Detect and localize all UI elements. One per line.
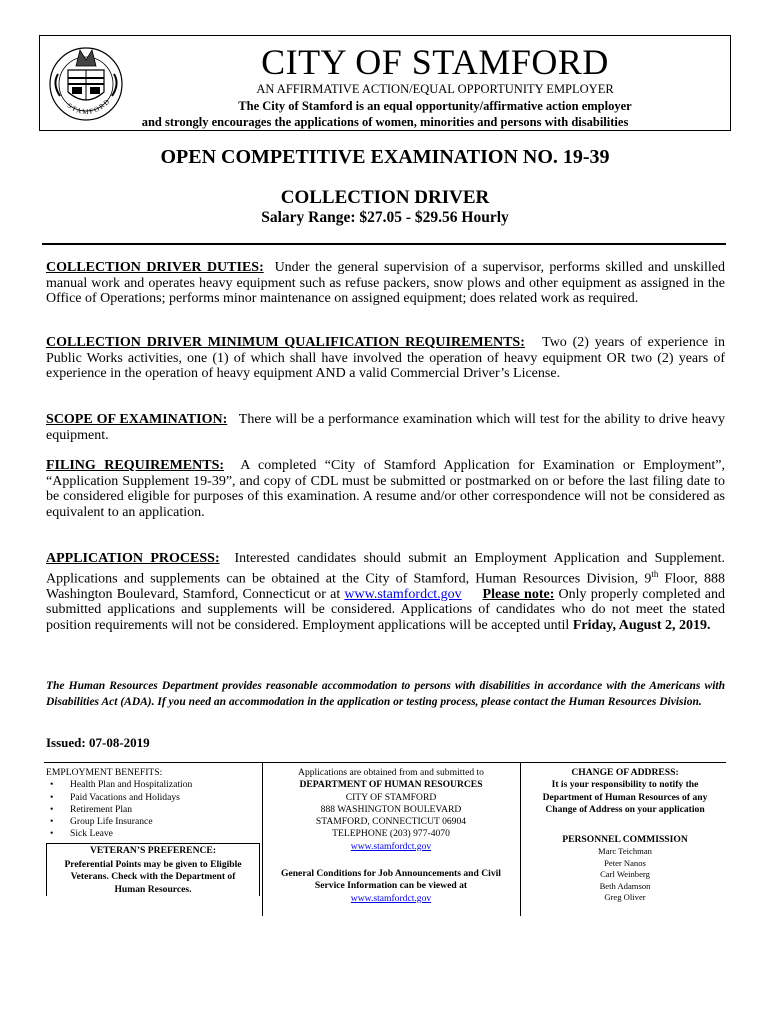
duties-section xyxy=(46,260,725,307)
scope-text: There will be a performance examination which will test for the ability to drive heavy equipment. xyxy=(46,412,726,443)
application-text-3: Only properly completed and submitted applications and supplements will be considered. Applications of candidates who do not meet the stated position requirements will not be considered. Employment applications will be accepted until xyxy=(46,586,725,634)
benefit-item: • Retirement Plan xyxy=(46,804,260,816)
commission-member: Marc Teichman xyxy=(598,846,652,857)
header-box xyxy=(39,35,731,131)
seal-text: STAMFORD xyxy=(65,96,113,117)
application-text-1: Interested candidates should submit an Employment Application and Supplement. Applications and supplements can be obtained at the City of Stamford, Human Resources Division, 9 xyxy=(46,551,726,587)
ada-notice: The Human Resources Department provides reasonable accommodation to persons with disabilities in accordance with the Americans with Disabilities Act (ADA). If you need an accommodation in the application or testing process, please contact the Human Resources Division. xyxy=(46,680,725,708)
benefit-item: • Sick Leave xyxy=(46,828,260,840)
mid-phone: TELEPHONE (203) 977-4070 xyxy=(332,828,450,840)
veteran-box xyxy=(46,843,260,896)
qualifications-text: Two (2) years of experience in Public Works activities, one (1) of which shall have involved the operation of heavy equipment OR two (2) years of experience in the operation of heavy equipment AND a valid Commercial Driver’s License. xyxy=(46,335,725,382)
equal-opportunity-line: The City of Stamford is an equal opportunity/affirmative action employer xyxy=(238,99,632,113)
mid-address: 888 WASHINGTON BOULEVARD xyxy=(320,803,462,815)
mid-intro: Applications are obtained from and submitted to xyxy=(298,767,484,778)
salary-range: Salary Range: $27.05 - $29.56 Hourly xyxy=(261,209,509,226)
please-note-label: Please note: xyxy=(482,586,555,602)
application-deadline: Friday, August 2, 2019. xyxy=(572,618,711,634)
benefit-item: • Health Plan and Hospitalization xyxy=(46,779,260,791)
duties-heading: COLLECTION DRIVER DUTIES: xyxy=(46,260,264,275)
general-conditions-text: General Conditions for Job Announcements and Civil Service Information can be viewed at xyxy=(281,868,501,892)
benefits-column xyxy=(46,767,260,896)
divider xyxy=(42,243,726,245)
commission-list xyxy=(526,846,724,903)
footer-link[interactable]: www.stamfordct.gov xyxy=(350,840,432,852)
commission-member: Greg Oliver xyxy=(604,892,646,903)
duties-text: Under the general supervision of a supervisor, performs skilled and unskilled manual work and operates heavy equipment such as refuse packers, snow plows and other equipment as assigned in the Office of Operations; performs minor maintenance on assigned equipment; does related work as required. xyxy=(46,260,726,307)
commission-member: Carl Weinberg xyxy=(600,869,650,880)
veteran-text: Preferential Points may be given to Eligible Veterans. Check with the Department of Human Resources. xyxy=(64,859,242,895)
scope-heading: SCOPE OF EXAMINATION: xyxy=(46,412,228,427)
employer-line: AN AFFIRMATIVE ACTION/EQUAL OPPORTUNITY EMPLOYER xyxy=(256,82,614,96)
address-column xyxy=(526,767,724,904)
change-address-heading: CHANGE OF ADDRESS: xyxy=(571,767,679,778)
footer-divider xyxy=(262,763,263,916)
mid-city: CITY OF STAMFORD xyxy=(345,791,437,803)
filing-text: A completed “City of Stamford Application for Examination or Employment”, “Application Supplement 19-39”, and copy of CDL must be submitted or postmarked on or before the last filing date to be considered eligible for purposes of this examination. A resume and/or other correspondence will not be considered as equivalent to an application. xyxy=(46,458,725,520)
website-link[interactable]: www.stamfordct.gov xyxy=(344,586,462,602)
mid-dept: DEPARTMENT OF HUMAN RESOURCES xyxy=(299,779,483,791)
mid-city-state: STAMFORD, CONNECTICUT 06904 xyxy=(315,816,467,828)
application-sup: th xyxy=(651,568,659,579)
filing-heading: FILING REQUIREMENTS: xyxy=(46,458,225,473)
veteran-heading: VETERAN’S PREFERENCE: xyxy=(89,844,217,856)
commission-heading: PERSONNEL COMMISSION xyxy=(562,834,688,846)
issued-date: Issued: 07-08-2019 xyxy=(46,735,150,750)
benefit-item: • Paid Vacations and Holidays xyxy=(46,792,260,804)
qualifications-heading: COLLECTION DRIVER MINIMUM QUALIFICATION REQUIREMENTS: xyxy=(46,335,525,350)
job-title: COLLECTION DRIVER xyxy=(280,187,490,208)
qualifications-section xyxy=(46,335,725,382)
benefit-item: • Group Life Insurance xyxy=(46,816,260,828)
change-address-text: It is your responsibility to notify the Department of Human Resources of any Change of Address on your application xyxy=(542,779,708,815)
city-title: CITY OF STAMFORD xyxy=(261,42,609,82)
application-text-2: Floor, 888 Washington Boulevard, Stamford, Connecticut or at xyxy=(46,571,725,602)
footer-link[interactable]: www.stamfordct.gov xyxy=(350,892,432,904)
footer xyxy=(44,762,726,916)
exam-title: OPEN COMPETITIVE EXAMINATION NO. 19-39 xyxy=(160,146,610,168)
commission-member: Peter Nanos xyxy=(604,857,646,868)
filing-section xyxy=(46,458,725,520)
footer-divider xyxy=(520,763,521,916)
encourage-line: and strongly encourages the applications of women, minorities and persons with disabilities xyxy=(141,115,629,129)
benefits-list xyxy=(46,779,260,840)
application-heading: APPLICATION PROCESS: xyxy=(46,551,220,566)
benefits-heading: EMPLOYMENT BENEFITS: xyxy=(46,767,163,778)
scope-section xyxy=(46,412,725,443)
application-section xyxy=(46,551,725,634)
contact-column xyxy=(266,767,516,905)
commission-member: Beth Adamson xyxy=(599,880,651,891)
